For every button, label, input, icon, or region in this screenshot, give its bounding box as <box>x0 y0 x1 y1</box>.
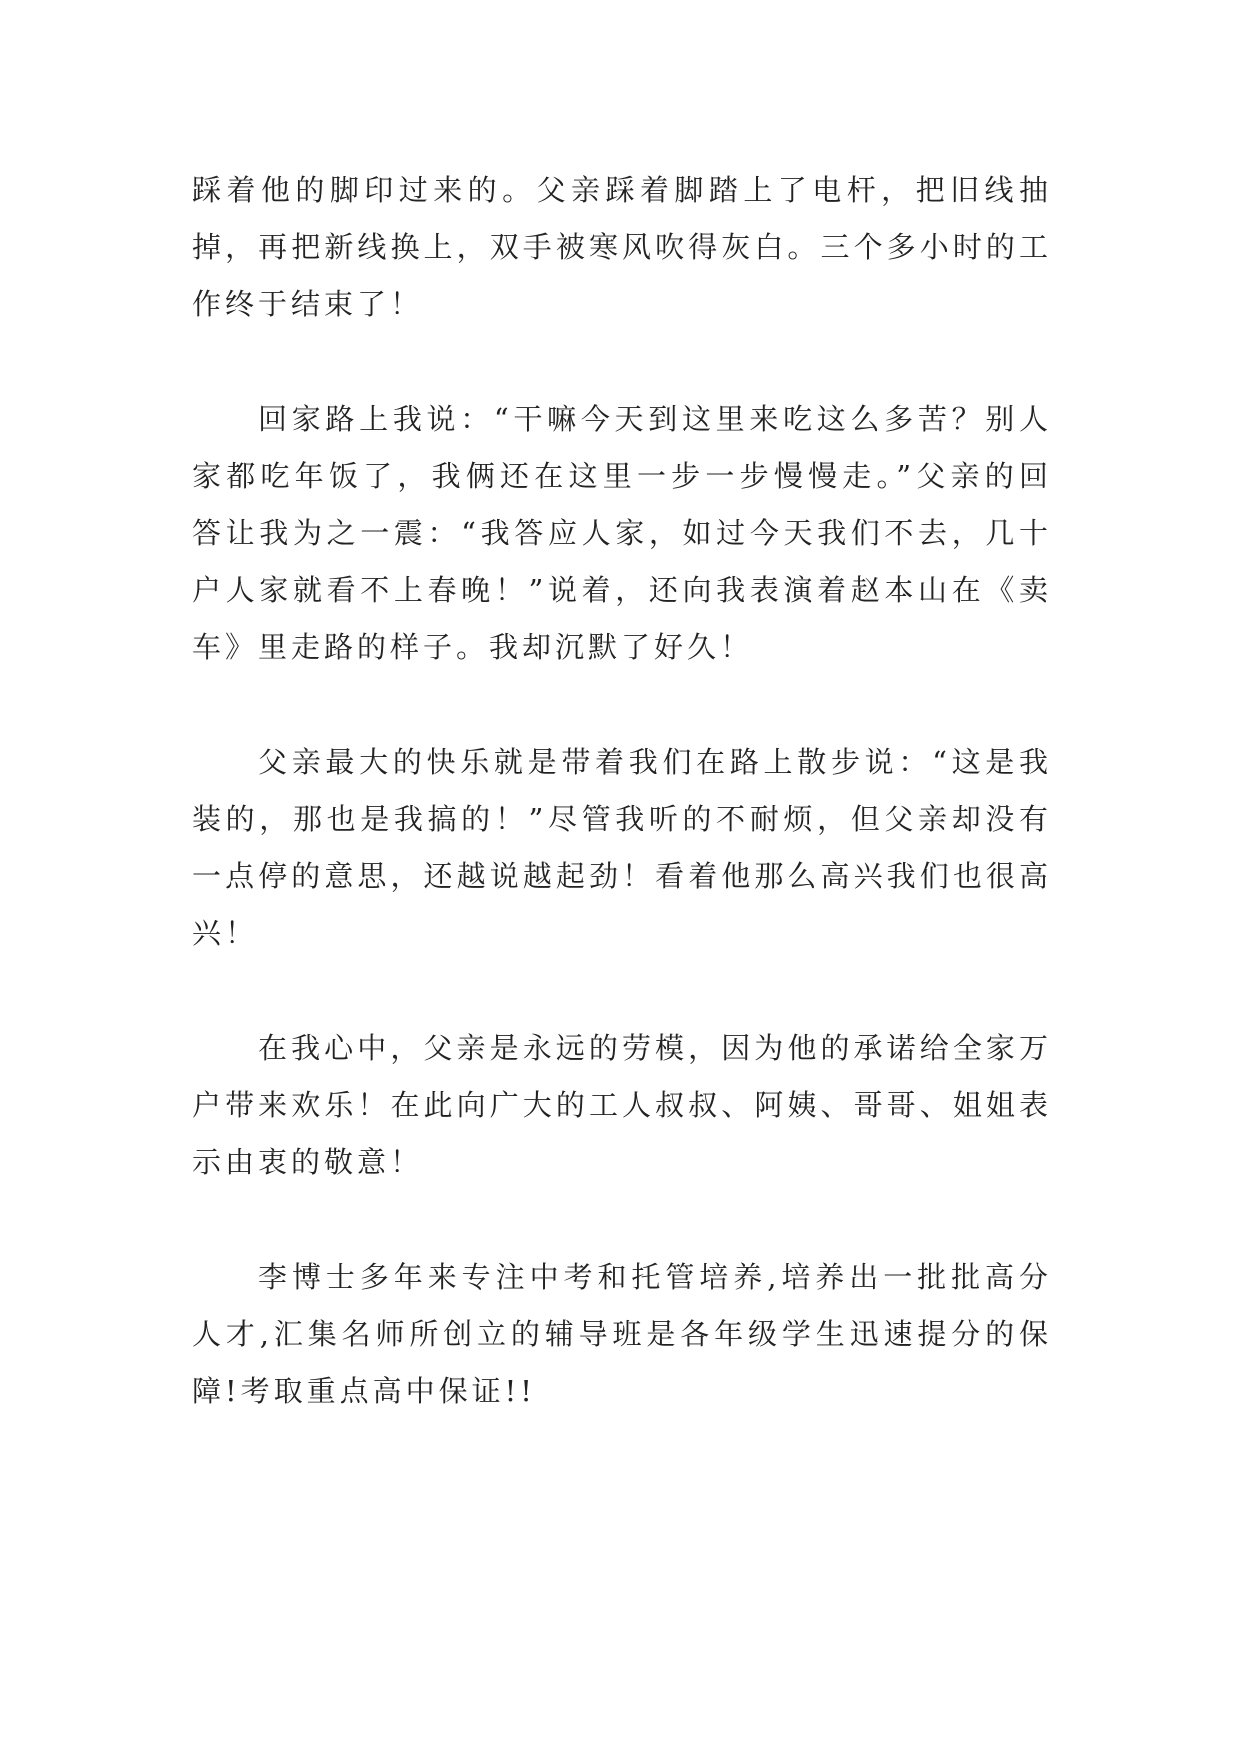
paragraph-way-home: 回家路上我说：“干嘛今天到这里来吃这么多苦？别人家都吃年饭了，我俩还在这里一步一步慢慢走。”父亲的回答让我为之一震：“我答应人家，如过今天我们不去，几十户人家就看不上春晚！”说着，还向我表演着赵本山在《卖车》里走路的样子。我却沉默了好久！ <box>192 402 1052 664</box>
document-body <box>192 162 1052 1420</box>
paragraph-continued: 踩着他的脚印过来的。父亲踩着脚踏上了电杆，把旧线抽掉，再把新线换上，双手被寒风吹得灰白。三个多小时的工作终于结束了！ <box>192 173 1052 321</box>
paragraph-advertisement: 李博士多年来专注中考和托管培养,培养出一批批高分人才,汇集名师所创立的辅导班是各年级学生迅速提分的保障!考取重点高中保证!! <box>192 1260 1052 1408</box>
paragraph-walk: 父亲最大的快乐就是带着我们在路上散步说：“这是我装的，那也是我搞的！”尽管我听的不耐烦，但父亲却没有一点停的意思，还越说越起劲！看着他那么高兴我们也很高兴！ <box>192 745 1052 950</box>
paragraph-model-worker: 在我心中，父亲是永远的劳模，因为他的承诺给全家万户带来欢乐！在此向广大的工人叔叔、阿姨、哥哥、姐姐表示由衷的敬意！ <box>192 1031 1052 1179</box>
